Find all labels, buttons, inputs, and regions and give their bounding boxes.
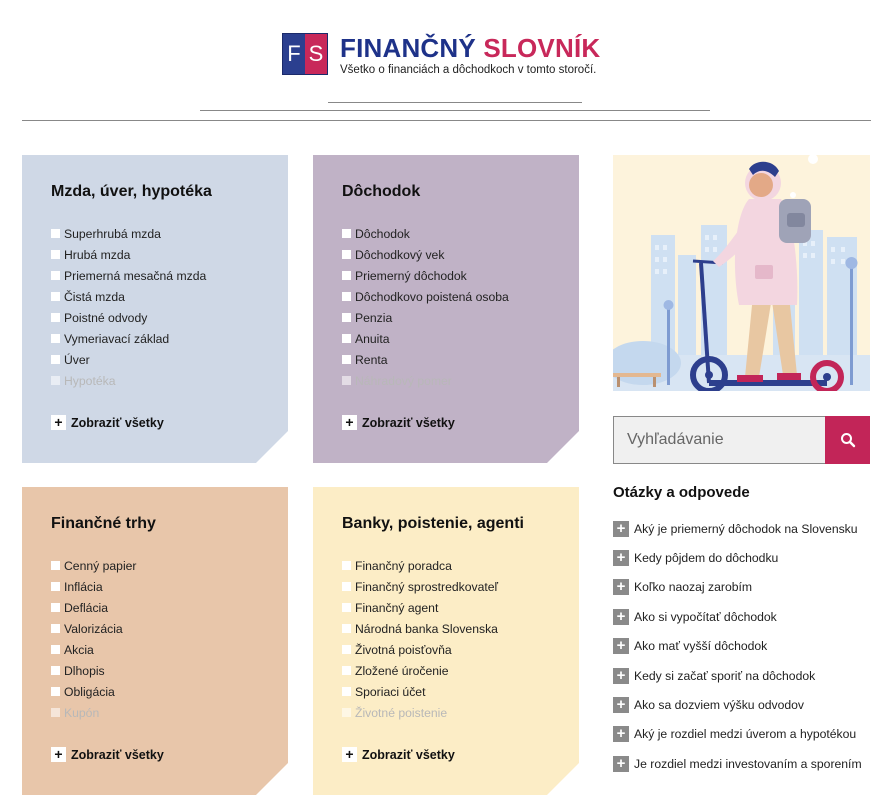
- plus-icon: +: [613, 697, 629, 713]
- faq-item[interactable]: + Aký je rozdiel medzi úverom a hypotékou: [613, 720, 862, 749]
- bullet-icon: [342, 271, 351, 280]
- term-link[interactable]: Dôchodkový vek: [342, 244, 579, 265]
- bullet-icon: [342, 376, 351, 385]
- term-link[interactable]: Superhrubá mzda: [51, 223, 288, 244]
- bullet-icon: [51, 250, 60, 259]
- term-link[interactable]: Cenný papier: [51, 555, 288, 576]
- term-link[interactable]: Čistá mzda: [51, 286, 288, 307]
- bullet-icon: [342, 334, 351, 343]
- term-link[interactable]: Hrubá mzda: [51, 244, 288, 265]
- plus-icon: +: [613, 726, 629, 742]
- term-link[interactable]: Zložené úročenie: [342, 660, 579, 681]
- faq-list: [613, 514, 862, 779]
- faq-item[interactable]: + Ako mať vyšší dôchodok: [613, 632, 862, 661]
- card-corner-cut: [547, 431, 579, 463]
- bullet-icon: [51, 292, 60, 301]
- term-link[interactable]: Priemerný dôchodok: [342, 265, 579, 286]
- category-title: Mzda, úver, hypotéka: [51, 183, 212, 200]
- term-link[interactable]: Úver: [51, 349, 288, 370]
- bullet-icon: [51, 271, 60, 280]
- bullet-icon: [342, 582, 351, 591]
- bullet-icon: [342, 666, 351, 675]
- term-link[interactable]: Obligácia: [51, 681, 288, 702]
- category-card-banky: [313, 487, 579, 795]
- search-icon: [840, 432, 856, 448]
- category-title: Banky, poistenie, agenti: [342, 515, 524, 532]
- term-link[interactable]: Vymeriavací základ: [51, 328, 288, 349]
- bullet-icon: [51, 313, 60, 322]
- bullet-icon: [51, 376, 60, 385]
- term-link[interactable]: Finančný agent: [342, 597, 579, 618]
- bullet-icon: [342, 229, 351, 238]
- category-term-list: [342, 555, 579, 723]
- plus-icon: +: [51, 747, 66, 762]
- faq-title: Otázky a odpovede: [613, 484, 750, 501]
- term-link[interactable]: Sporiaci účet: [342, 681, 579, 702]
- term-link[interactable]: Životné poistenie: [342, 702, 579, 723]
- term-link[interactable]: Dôchodok: [342, 223, 579, 244]
- show-all-button[interactable]: + Zobraziť všetky: [51, 415, 164, 430]
- category-card-dochodok: [313, 155, 579, 463]
- card-corner-cut: [547, 763, 579, 795]
- bullet-icon: [51, 355, 60, 364]
- term-link[interactable]: Náhradový pomer: [342, 370, 579, 391]
- faq-item[interactable]: + Ako si vypočítať dôchodok: [613, 602, 862, 631]
- term-link[interactable]: Hypotéka: [51, 370, 288, 391]
- plus-icon: +: [613, 550, 629, 566]
- term-link[interactable]: Priemerná mesačná mzda: [51, 265, 288, 286]
- show-all-button[interactable]: + Zobraziť všetky: [342, 415, 455, 430]
- faq-item[interactable]: + Koľko naozaj zarobím: [613, 573, 862, 602]
- faq-item[interactable]: + Kedy pôjdem do dôchodku: [613, 543, 862, 572]
- bullet-icon: [51, 334, 60, 343]
- bullet-icon: [342, 708, 351, 717]
- faq-item[interactable]: + Ako sa dozviem výšku odvodov: [613, 690, 862, 719]
- term-link[interactable]: Finančný sprostredkovateľ: [342, 576, 579, 597]
- scooter-illustration: [613, 155, 870, 391]
- plus-icon: +: [613, 668, 629, 684]
- category-card-mzda: [22, 155, 288, 463]
- term-link[interactable]: Deflácia: [51, 597, 288, 618]
- bullet-icon: [342, 355, 351, 364]
- term-link[interactable]: Finančný poradca: [342, 555, 579, 576]
- bullet-icon: [51, 687, 60, 696]
- term-link[interactable]: Inflácia: [51, 576, 288, 597]
- bullet-icon: [51, 603, 60, 612]
- category-title: Dôchodok: [342, 183, 421, 200]
- term-link[interactable]: Anuita: [342, 328, 579, 349]
- bullet-icon: [342, 624, 351, 633]
- category-term-list: [51, 223, 288, 391]
- scooter-person-illustration: [613, 155, 870, 391]
- category-term-list: [342, 223, 579, 391]
- bullet-icon: [51, 229, 60, 238]
- term-link[interactable]: Poistné odvody: [51, 307, 288, 328]
- bullet-icon: [342, 561, 351, 570]
- bullet-icon: [342, 603, 351, 612]
- plus-icon: +: [613, 638, 629, 654]
- bullet-icon: [51, 645, 60, 654]
- bullet-icon: [51, 582, 60, 591]
- header-divider-short: [328, 102, 582, 103]
- site-title-part1: FINANČNÝ: [340, 33, 476, 63]
- card-corner-cut: [256, 431, 288, 463]
- plus-icon: +: [51, 415, 66, 430]
- term-link[interactable]: Kupón: [51, 702, 288, 723]
- term-link[interactable]: Penzia: [342, 307, 579, 328]
- faq-item[interactable]: + Je rozdiel medzi investovaním a sporením: [613, 749, 862, 778]
- site-title: [340, 35, 600, 61]
- plus-icon: +: [613, 609, 629, 625]
- bullet-icon: [342, 687, 351, 696]
- faq-item[interactable]: + Aký je priemerný dôchodok na Slovensku: [613, 514, 862, 543]
- logo-text: [340, 33, 600, 76]
- term-link[interactable]: Životná poisťovňa: [342, 639, 579, 660]
- logo-letter-f: F: [283, 34, 305, 74]
- card-corner-cut: [256, 763, 288, 795]
- bullet-icon: [51, 561, 60, 570]
- category-title: Finančné trhy: [51, 515, 156, 532]
- show-all-button[interactable]: + Zobraziť všetky: [51, 747, 164, 762]
- category-card-financne-trhy: [22, 487, 288, 795]
- bullet-icon: [342, 250, 351, 259]
- plus-icon: +: [342, 415, 357, 430]
- search-input[interactable]: [613, 416, 825, 464]
- site-header: [0, 0, 896, 125]
- faq-item[interactable]: + Kedy si začať sporiť na dôchodok: [613, 661, 862, 690]
- bullet-icon: [51, 708, 60, 717]
- logo-mark: [282, 33, 328, 75]
- term-link[interactable]: Renta: [342, 349, 579, 370]
- logo-letter-s: S: [305, 34, 327, 74]
- search-button[interactable]: [825, 416, 870, 464]
- header-divider-mid: [200, 110, 710, 111]
- plus-icon: +: [613, 521, 629, 537]
- term-link[interactable]: Valorizácia: [51, 618, 288, 639]
- bullet-icon: [51, 624, 60, 633]
- show-all-button[interactable]: + Zobraziť všetky: [342, 747, 455, 762]
- plus-icon: +: [613, 579, 629, 595]
- bullet-icon: [342, 645, 351, 654]
- term-link[interactable]: Akcia: [51, 639, 288, 660]
- bullet-icon: [51, 666, 60, 675]
- search-bar: [613, 416, 870, 464]
- site-logo[interactable]: [282, 33, 600, 76]
- term-link[interactable]: Dlhopis: [51, 660, 288, 681]
- site-subtitle: Všetko o financiách a dôchodkoch v tomto storočí.: [340, 64, 597, 76]
- bullet-icon: [342, 292, 351, 301]
- site-title-part2: SLOVNÍK: [483, 33, 601, 63]
- header-divider-full: [22, 120, 871, 121]
- category-term-list: [51, 555, 288, 723]
- plus-icon: +: [342, 747, 357, 762]
- plus-icon: +: [613, 756, 629, 772]
- bullet-icon: [342, 313, 351, 322]
- term-link[interactable]: Národná banka Slovenska: [342, 618, 579, 639]
- term-link[interactable]: Dôchodkovo poistená osoba: [342, 286, 579, 307]
